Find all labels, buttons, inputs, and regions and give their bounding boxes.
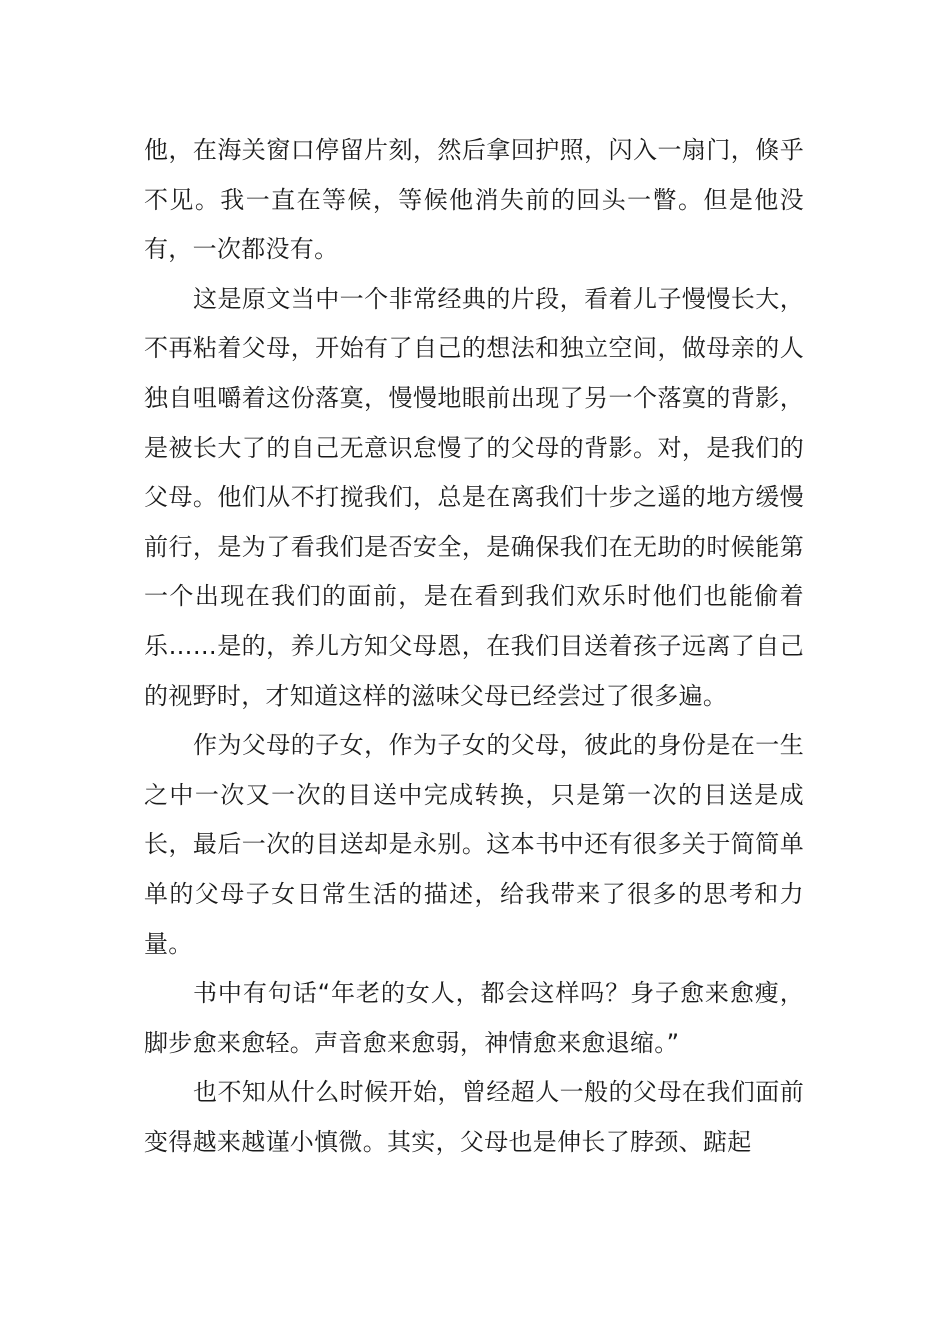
paragraph-3: 作为父母的子女，作为子女的父母，彼此的身份是在一生之中一次又一次的目送中完成转换，只是第一次的目送是成长，最后一次的目送却是永别。这本书中还有很多关于简简单单的父母子女日常生活的描述，给我带来了很多的思考和力量。: [144, 731, 804, 958]
paragraph-5: 也不知从什么时候开始，曾经超人一般的父母在我们面前变得越来越谨小慎微。其实，父母也是伸长了脖颈、踮起: [144, 1078, 804, 1156]
paragraph-4: 书中有句话“年老的女人，都会这样吗？身子愈来愈瘦，脚步愈来愈轻。声音愈来愈弱，神情愈来愈退缩。”: [144, 979, 804, 1057]
document-body: [144, 126, 804, 1167]
paragraph-1: 他，在海关窗口停留片刻，然后拿回护照，闪入一扇门，倏乎不见。我一直在等候，等候他消失前的回头一瞥。但是他没有，一次都没有。: [144, 136, 804, 264]
paragraph-2: 这是原文当中一个非常经典的片段，看着儿子慢慢长大，不再粘着父母，开始有了自己的想法和独立空间，做母亲的人独自咀嚼着这份落寞，慢慢地眼前出现了另一个落寞的背影，是被长大了的自己无意识怠慢了的父母的背影。对，是我们的父母。他们从不打搅我们，总是在离我们十步之遥的地方缓慢前行，是为了看我们是否安全，是确保我们在无助的时候能第一个出现在我们的面前，是在看到我们欢乐时他们也能偷着乐……是的，养儿方知父母恩，在我们目送着孩子远离了自己的视野时，才知道这样的滋味父母已经尝过了很多遍。: [144, 284, 804, 710]
